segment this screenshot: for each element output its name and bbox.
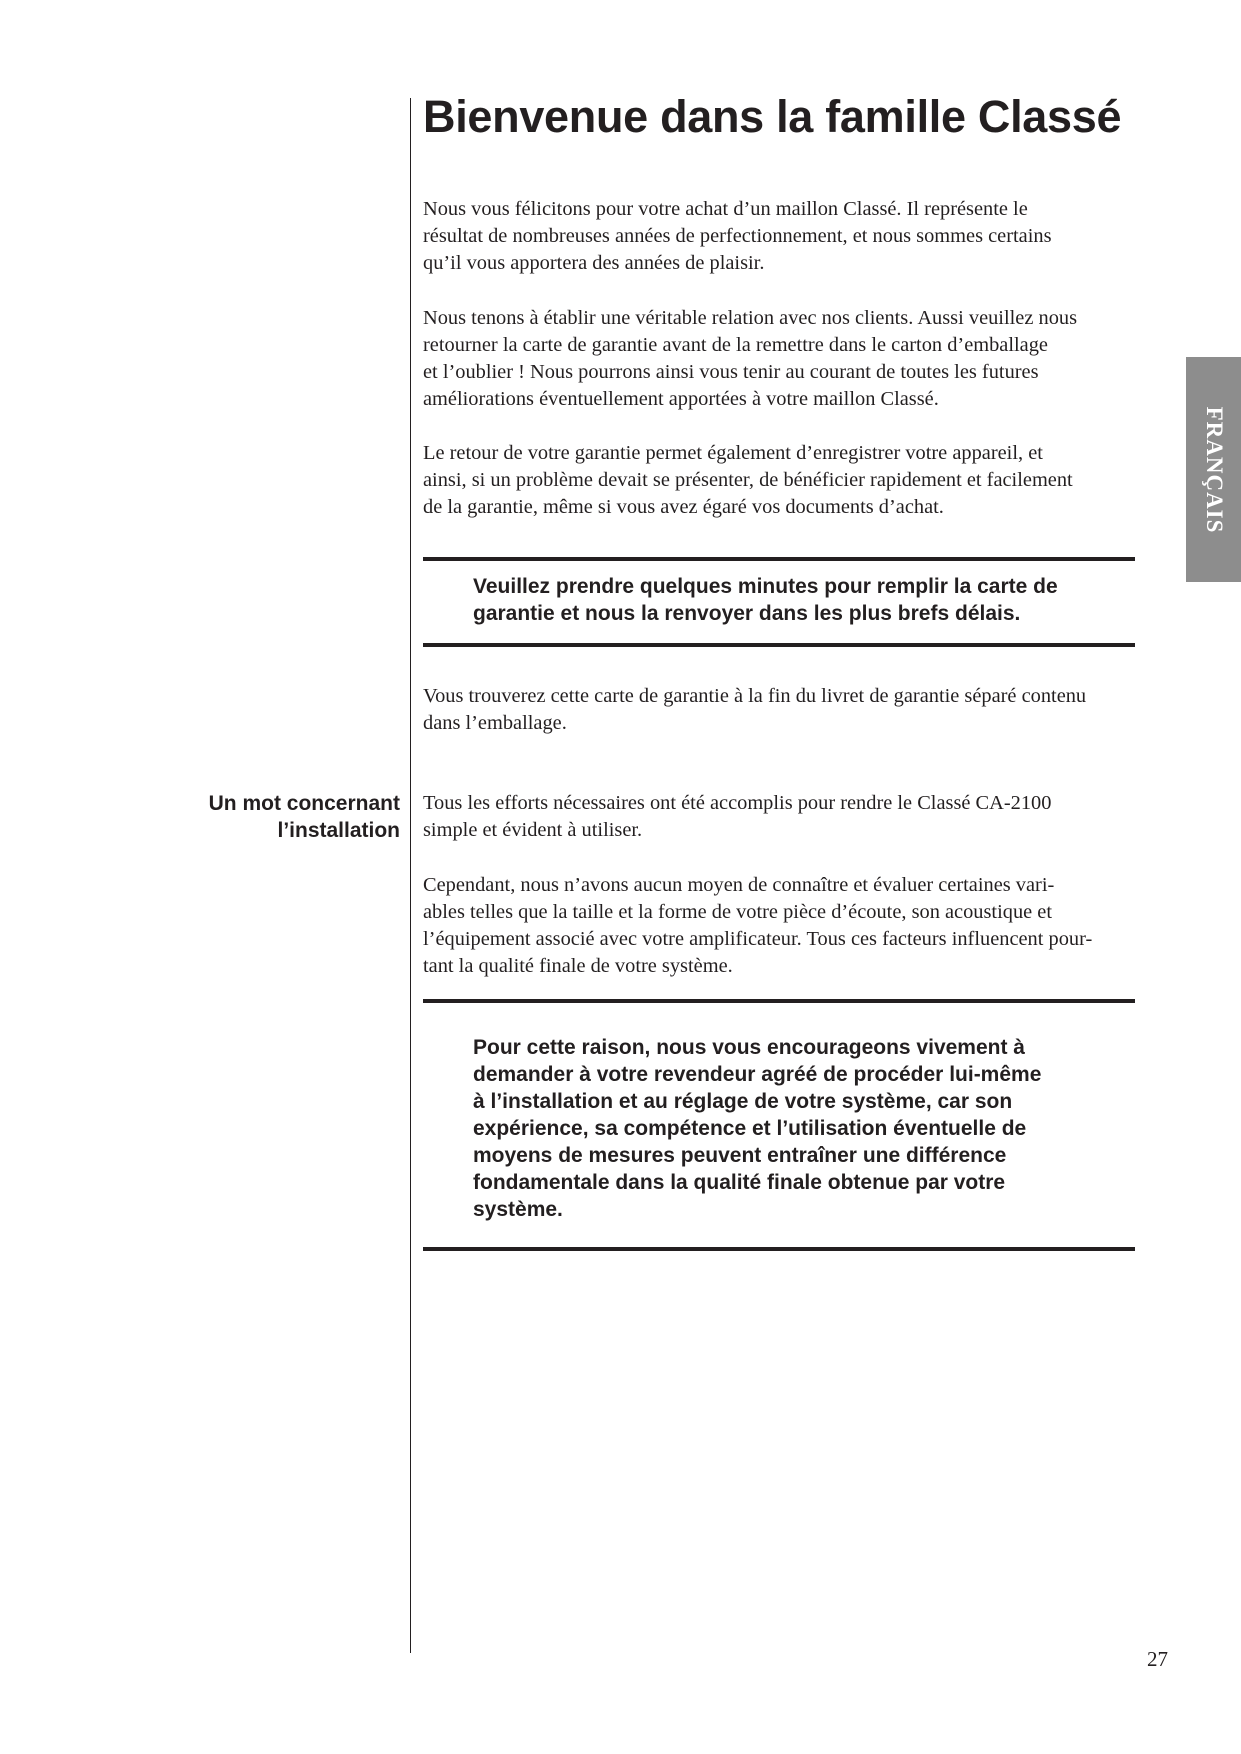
text-line: retourner la carte de garantie avant de la remettre dans le carton d’emballage bbox=[423, 334, 1048, 356]
text-line: l’équipement associé avec votre amplificateur. Tous ces facteurs influencent pour- bbox=[423, 928, 1093, 950]
text-line: Veuillez prendre quelques minutes pour remplir la carte de bbox=[473, 575, 1058, 598]
warranty-note-top-rule bbox=[423, 557, 1135, 561]
text-line: Pour cette raison, nous vous encourageons vivement à bbox=[473, 1036, 1025, 1059]
text-line: garantie et nous la renvoyer dans les plus brefs délais. bbox=[473, 602, 1021, 625]
text-line: Tous les efforts nécessaires ont été accomplis pour rendre le Classé CA-2100 bbox=[423, 792, 1052, 814]
intro-paragraph-1 bbox=[423, 196, 1141, 277]
text-line: Nous tenons à établir une véritable relation avec nos clients. Aussi veuillez nous bbox=[423, 307, 1078, 329]
installation-paragraph-2 bbox=[423, 872, 1141, 980]
installation-heading bbox=[209, 790, 400, 844]
text-line: et l’oublier ! Nous pourrons ainsi vous tenir au courant de toutes les futures bbox=[423, 361, 1039, 383]
text-line: améliorations éventuellement apportées à votre maillon Classé. bbox=[423, 388, 939, 410]
text-line: dans l’emballage. bbox=[423, 712, 567, 734]
installation-paragraph-1 bbox=[423, 790, 1141, 844]
page-title: Bienvenue dans la famille Classé bbox=[423, 91, 1122, 142]
intro-paragraph-3 bbox=[423, 440, 1141, 521]
warranty-note bbox=[473, 573, 1113, 627]
text-line: demander à votre revendeur agréé de procéder lui-même bbox=[473, 1063, 1042, 1086]
installation-note bbox=[473, 1034, 1113, 1223]
text-line: Vous trouverez cette carte de garantie à la fin du livret de garantie séparé contenu bbox=[423, 685, 1087, 707]
warranty-location-paragraph bbox=[423, 683, 1141, 737]
heading-line: Un mot concernant bbox=[208, 792, 400, 815]
text-line: tant la qualité finale de votre système. bbox=[423, 955, 733, 977]
text-line: fondamentale dans la qualité finale obtenue par votre bbox=[473, 1171, 1006, 1194]
text-line: résultat de nombreuses années de perfectionnement, et nous sommes certains bbox=[423, 225, 1052, 247]
installation-note-top-rule bbox=[423, 999, 1135, 1003]
text-line: moyens de mesures peuvent entraîner une différence bbox=[473, 1144, 1007, 1167]
text-line: Cependant, nous n’avons aucun moyen de connaître et évaluer certaines vari- bbox=[423, 874, 1055, 896]
language-tab bbox=[1186, 357, 1241, 582]
column-divider bbox=[410, 98, 411, 1653]
heading-line: l’installation bbox=[277, 819, 400, 842]
language-tab-label: FRANÇAIS bbox=[1201, 406, 1227, 533]
text-line: ainsi, si un problème devait se présenter, de bénéficier rapidement et facilement bbox=[423, 469, 1073, 491]
text-line: à l’installation et au réglage de votre système, car son bbox=[473, 1090, 1013, 1113]
text-line: qu’il vous apportera des années de plaisir. bbox=[423, 252, 765, 274]
text-line: Nous vous félicitons pour votre achat d’un maillon Classé. Il représente le bbox=[423, 198, 1028, 220]
intro-paragraph-2 bbox=[423, 305, 1141, 413]
installation-note-bottom-rule bbox=[423, 1247, 1135, 1251]
text-line: Le retour de votre garantie permet également d’enregistrer votre appareil, et bbox=[423, 442, 1043, 464]
warranty-note-bottom-rule bbox=[423, 643, 1135, 647]
page-number: 27 bbox=[1147, 1647, 1168, 1671]
text-line: simple et évident à utiliser. bbox=[423, 819, 643, 841]
text-line: expérience, sa compétence et l’utilisation éventuelle de bbox=[473, 1117, 1027, 1140]
text-line: système. bbox=[473, 1198, 563, 1221]
text-line: de la garantie, même si vous avez égaré vos documents d’achat. bbox=[423, 496, 944, 518]
text-line: ables telles que la taille et la forme de votre pièce d’écoute, son acoustique et bbox=[423, 901, 1053, 923]
